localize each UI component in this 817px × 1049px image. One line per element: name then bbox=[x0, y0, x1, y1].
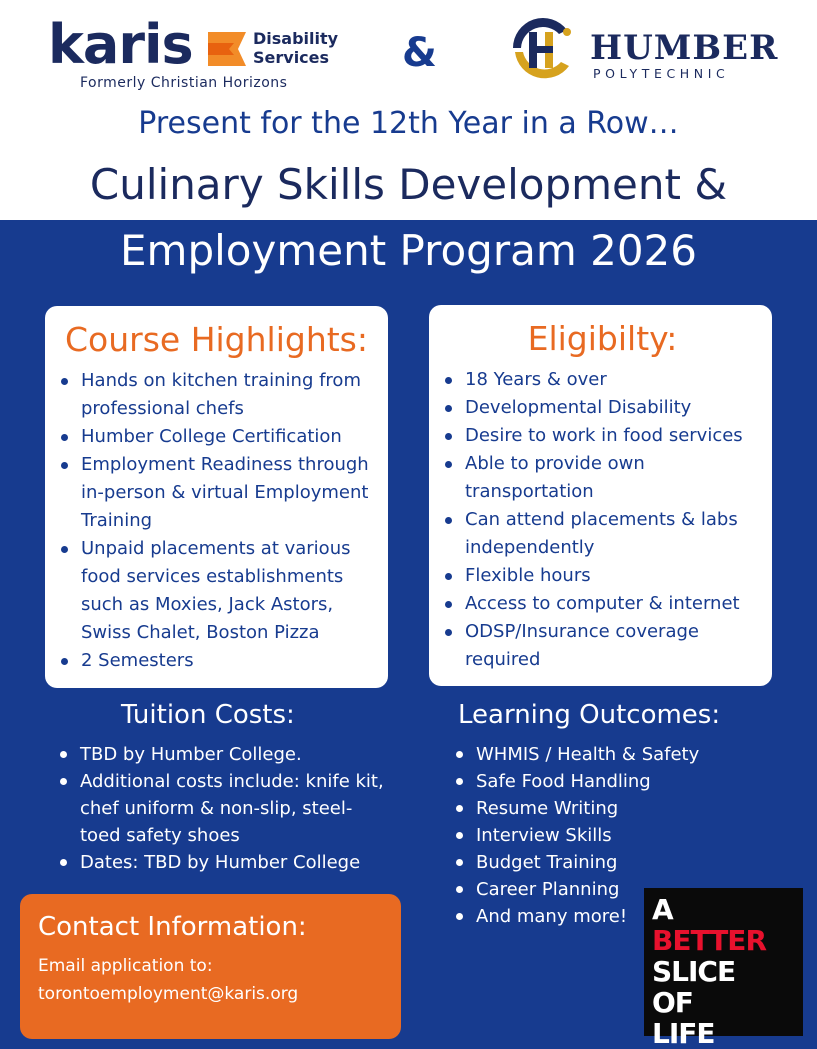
list-item: Unpaid placements at various food services establishments such as Moxies, Jack Astors, Swiss Chalet, Boston Pizza bbox=[59, 535, 374, 647]
karis-services-line1: Disability bbox=[253, 29, 339, 48]
contact-email[interactable]: torontoemployment@karis.org bbox=[38, 984, 299, 1004]
list-item: Flexible hours bbox=[443, 562, 762, 590]
course-highlights-list bbox=[59, 367, 374, 675]
karis-flag-icon bbox=[208, 32, 246, 66]
list-item: Additional costs include: knife kit, chef uniform & non-slip, steel-toed safety shoes bbox=[58, 768, 388, 849]
program-title-line2: Employment Program 2026 bbox=[120, 226, 697, 275]
humber-name: HUMBER bbox=[590, 28, 779, 68]
karis-formerly-text: Formerly Christian Horizons bbox=[80, 75, 288, 91]
logo-line: OF bbox=[652, 986, 693, 1019]
eligibility-list bbox=[443, 366, 762, 674]
list-item: Humber College Certification bbox=[59, 423, 374, 451]
logo-line: BETTER bbox=[652, 924, 766, 957]
tuition-list bbox=[58, 741, 388, 876]
tuition-title: Tuition Costs: bbox=[121, 700, 295, 730]
list-item: 18 Years & over bbox=[443, 366, 762, 394]
list-item: Career Planning bbox=[454, 876, 754, 903]
list-item: Employment Readiness through in-person & virtual Employment Training bbox=[59, 451, 374, 535]
list-item: Safe Food Handling bbox=[454, 768, 754, 795]
humber-logo-icon bbox=[509, 18, 577, 80]
list-item: Dates: TBD by Humber College bbox=[58, 849, 388, 876]
contact-box bbox=[20, 894, 401, 1039]
list-item: ODSP/Insurance coverage required bbox=[443, 618, 762, 674]
list-item: Access to computer & internet bbox=[443, 590, 762, 618]
eligibility-title: Eligibilty: bbox=[527, 319, 678, 358]
list-item: Desire to work in food services bbox=[443, 422, 762, 450]
logo-line: LIFE bbox=[652, 1017, 715, 1049]
list-item: Developmental Disability bbox=[443, 394, 762, 422]
logo-line: A bbox=[652, 893, 673, 926]
better-slice-of-life-logo bbox=[644, 888, 803, 1049]
list-item: 2 Semesters bbox=[59, 647, 374, 675]
list-item: Can attend placements & labs independently bbox=[443, 506, 762, 562]
present-subheading: Present for the 12th Year in a Row… bbox=[138, 106, 679, 141]
list-item: Hands on kitchen training from professional chefs bbox=[59, 367, 374, 423]
logo-line: SLICE bbox=[652, 955, 736, 988]
karis-logo-text: karis bbox=[48, 13, 193, 76]
list-item: And many more! bbox=[454, 903, 754, 930]
humber-subtitle: POLYTECHNIC bbox=[593, 66, 730, 81]
karis-services-line2: Services bbox=[253, 48, 330, 67]
list-item: TBD by Humber College. bbox=[58, 741, 388, 768]
program-title-line1: Culinary Skills Development & bbox=[89, 160, 728, 209]
list-item: Able to provide own transportation bbox=[443, 450, 762, 506]
course-highlights-card bbox=[45, 306, 388, 688]
course-highlights-title: Course Highlights: bbox=[65, 320, 368, 359]
list-item: Interview Skills bbox=[454, 822, 754, 849]
karis-services-label bbox=[253, 29, 338, 67]
list-item: Resume Writing bbox=[454, 795, 754, 822]
contact-title: Contact Information: bbox=[38, 912, 307, 942]
contact-instruction: Email application to: bbox=[38, 956, 213, 976]
learning-outcomes-title: Learning Outcomes: bbox=[458, 700, 721, 730]
list-item: WHMIS / Health & Safety bbox=[454, 741, 754, 768]
eligibility-card bbox=[429, 305, 772, 686]
list-item: Budget Training bbox=[454, 849, 754, 876]
ampersand: & bbox=[402, 30, 437, 76]
